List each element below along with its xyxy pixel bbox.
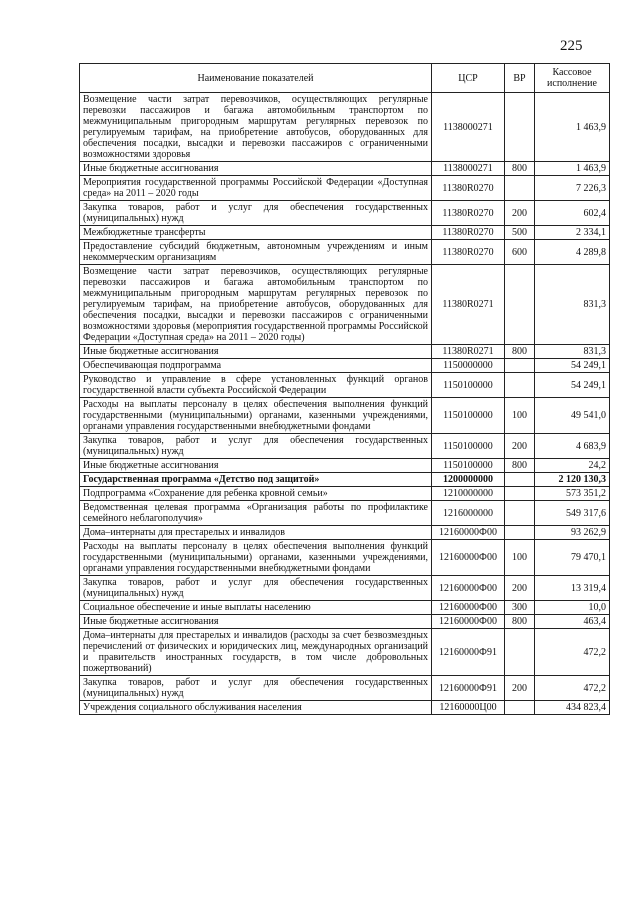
row-name-cell: Расходы на выплаты персоналу в целях обеспечения выполнения функций государственными (муниципальными) органами, казенными учреждениями, органами управления государственными внебюджетными фондами [80, 398, 432, 434]
table-row [80, 373, 610, 398]
row-vr-cell [505, 176, 535, 201]
row-vr-cell: 100 [505, 398, 535, 434]
row-name-cell: Иные бюджетные ассигнования [80, 459, 432, 473]
row-csr-cell: 1138000271 [432, 162, 505, 176]
row-csr-cell: 12160000Ф00 [432, 540, 505, 576]
row-csr-cell: 1150100000 [432, 459, 505, 473]
table-row [80, 201, 610, 226]
row-sum-cell: 2 120 130,3 [535, 473, 610, 487]
row-name-cell: Иные бюджетные ассигнования [80, 162, 432, 176]
row-vr-cell [505, 359, 535, 373]
table-row [80, 226, 610, 240]
row-name-cell: Учреждения социального обслуживания населения [80, 701, 432, 715]
row-vr-cell [505, 501, 535, 526]
table-row [80, 162, 610, 176]
table-row [80, 501, 610, 526]
row-sum-cell: 4 289,8 [535, 240, 610, 265]
row-sum-cell: 10,0 [535, 601, 610, 615]
row-csr-cell: 11380R0270 [432, 226, 505, 240]
row-sum-cell: 1 463,9 [535, 93, 610, 162]
row-vr-cell: 200 [505, 434, 535, 459]
row-name-cell: Дома–интернаты для престарелых и инвалидов (расходы за счет безвозмездных перечислений от физических и юридических лиц, международных организаций и правительств иностранных государств, в том числе добровольных пожертвований) [80, 629, 432, 676]
row-name-cell: Ведомственная целевая программа «Организация работы по профилактике семейного неблагополучия» [80, 501, 432, 526]
row-csr-cell: 1150100000 [432, 373, 505, 398]
table-row [80, 487, 610, 501]
row-csr-cell: 12160000Ц00 [432, 701, 505, 715]
row-csr-cell: 11380R0271 [432, 345, 505, 359]
table-row [80, 576, 610, 601]
row-vr-cell [505, 93, 535, 162]
row-sum-cell: 472,2 [535, 629, 610, 676]
row-sum-cell: 13 319,4 [535, 576, 610, 601]
row-vr-cell: 800 [505, 459, 535, 473]
table-row [80, 540, 610, 576]
row-sum-cell: 2 334,1 [535, 226, 610, 240]
row-name-cell: Дома–интернаты для престарелых и инвалидов [80, 526, 432, 540]
table-row [80, 176, 610, 201]
table-row [80, 676, 610, 701]
budget-execution-table [79, 63, 610, 715]
row-csr-cell: 12160000Ф00 [432, 526, 505, 540]
row-name-cell: Возмещение части затрат перевозчиков, осуществляющих регулярные перевозки пассажиров и багажа автомобильным транспортом по межмуниципальным пригородным маршрутам регулярных перевозок по регулируемым тарифам, на приобретение автобусов, оборудованных для обеспечения посадки, высадки и перевозки пассажиров с ограниченными возможностями здоровья (мероприятия государственной программы Российской Федерации «Доступная среда» на 2011 – 2020 годы) [80, 265, 432, 345]
row-csr-cell: 1210000000 [432, 487, 505, 501]
row-csr-cell: 1150100000 [432, 398, 505, 434]
row-sum-cell: 831,3 [535, 345, 610, 359]
row-vr-cell [505, 473, 535, 487]
row-name-cell: Иные бюджетные ассигнования [80, 345, 432, 359]
row-name-cell: Иные бюджетные ассигнования [80, 615, 432, 629]
row-name-cell: Предоставление субсидий бюджетным, автономным учреждениям и иным некоммерческим организациям [80, 240, 432, 265]
row-vr-cell [505, 629, 535, 676]
table-row [80, 359, 610, 373]
table-row [80, 629, 610, 676]
row-csr-cell: 1200000000 [432, 473, 505, 487]
row-sum-cell: 434 823,4 [535, 701, 610, 715]
table-row [80, 701, 610, 715]
row-vr-cell: 600 [505, 240, 535, 265]
row-vr-cell: 800 [505, 345, 535, 359]
row-sum-cell: 7 226,3 [535, 176, 610, 201]
table-row [80, 434, 610, 459]
row-csr-cell: 12160000Ф00 [432, 601, 505, 615]
table-row [80, 526, 610, 540]
row-sum-cell: 472,2 [535, 676, 610, 701]
row-vr-cell [505, 526, 535, 540]
row-vr-cell [505, 265, 535, 345]
row-vr-cell: 200 [505, 576, 535, 601]
row-vr-cell: 200 [505, 201, 535, 226]
table-body [80, 93, 610, 715]
row-csr-cell: 1138000271 [432, 93, 505, 162]
row-csr-cell: 12160000Ф00 [432, 576, 505, 601]
row-name-cell: Мероприятия государственной программы Российской Федерации «Доступная среда» на 2011 – 2020 годы [80, 176, 432, 201]
header-name: Наименование показателей [80, 64, 432, 93]
row-name-cell: Межбюджетные трансферты [80, 226, 432, 240]
row-sum-cell: 549 317,6 [535, 501, 610, 526]
row-csr-cell: 11380R0270 [432, 201, 505, 226]
row-name-cell: Руководство и управление в сфере установленных функций органов государственной власти субъекта Российской Федерации [80, 373, 432, 398]
row-sum-cell: 463,4 [535, 615, 610, 629]
row-csr-cell: 12160000Ф91 [432, 629, 505, 676]
header-vr: ВР [505, 64, 535, 93]
row-sum-cell: 54 249,1 [535, 359, 610, 373]
row-name-cell: Закупка товаров, работ и услуг для обеспечения государственных (муниципальных) нужд [80, 576, 432, 601]
row-csr-cell: 1150100000 [432, 434, 505, 459]
table-row [80, 240, 610, 265]
row-name-cell: Обеспечивающая подпрограмма [80, 359, 432, 373]
table-row [80, 265, 610, 345]
row-sum-cell: 54 249,1 [535, 373, 610, 398]
row-csr-cell: 11380R0270 [432, 176, 505, 201]
table-row [80, 398, 610, 434]
row-name-cell: Социальное обеспечение и иные выплаты населению [80, 601, 432, 615]
table-row [80, 601, 610, 615]
row-csr-cell: 11380R0271 [432, 265, 505, 345]
table-row [80, 615, 610, 629]
row-name-cell: Возмещение части затрат перевозчиков, осуществляющих регулярные перевозки пассажиров и багажа автомобильным транспортом по межмуниципальным пригородным маршрутам регулярных перевозок по регулируемым тарифам, на приобретение автобусов, оборудованных для обеспечения посадки, высадки и перевозки пассажиров с ограниченными возможностями здоровья [80, 93, 432, 162]
row-vr-cell: 300 [505, 601, 535, 615]
row-sum-cell: 602,4 [535, 201, 610, 226]
row-vr-cell: 800 [505, 162, 535, 176]
row-vr-cell: 500 [505, 226, 535, 240]
row-sum-cell: 79 470,1 [535, 540, 610, 576]
row-sum-cell: 4 683,9 [535, 434, 610, 459]
row-sum-cell: 573 351,2 [535, 487, 610, 501]
row-vr-cell [505, 373, 535, 398]
row-csr-cell: 11380R0270 [432, 240, 505, 265]
table-row [80, 345, 610, 359]
row-vr-cell: 200 [505, 676, 535, 701]
row-vr-cell [505, 701, 535, 715]
table-header-row [80, 64, 610, 93]
row-sum-cell: 1 463,9 [535, 162, 610, 176]
row-csr-cell: 1150000000 [432, 359, 505, 373]
row-sum-cell: 93 262,9 [535, 526, 610, 540]
page-number: 225 [560, 38, 583, 54]
row-name-cell: Закупка товаров, работ и услуг для обеспечения государственных (муниципальных) нужд [80, 434, 432, 459]
row-sum-cell: 831,3 [535, 265, 610, 345]
row-sum-cell: 49 541,0 [535, 398, 610, 434]
row-name-cell: Подпрограмма «Сохранение для ребенка кровной семьи» [80, 487, 432, 501]
table-row [80, 93, 610, 162]
row-vr-cell [505, 487, 535, 501]
row-vr-cell: 800 [505, 615, 535, 629]
row-vr-cell: 100 [505, 540, 535, 576]
header-sum: Кассовое исполнение [535, 64, 610, 93]
header-csr: ЦСР [432, 64, 505, 93]
row-name-cell: Государственная программа «Детство под защитой» [80, 473, 432, 487]
row-name-cell: Расходы на выплаты персоналу в целях обеспечения выполнения функций государственными (муниципальными) органами, казенными учреждениями, органами управления государственными внебюджетными фондами [80, 540, 432, 576]
row-csr-cell: 1216000000 [432, 501, 505, 526]
table-row [80, 459, 610, 473]
row-sum-cell: 24,2 [535, 459, 610, 473]
row-name-cell: Закупка товаров, работ и услуг для обеспечения государственных (муниципальных) нужд [80, 676, 432, 701]
row-csr-cell: 12160000Ф00 [432, 615, 505, 629]
row-name-cell: Закупка товаров, работ и услуг для обеспечения государственных (муниципальных) нужд [80, 201, 432, 226]
table-row [80, 473, 610, 487]
row-csr-cell: 12160000Ф91 [432, 676, 505, 701]
